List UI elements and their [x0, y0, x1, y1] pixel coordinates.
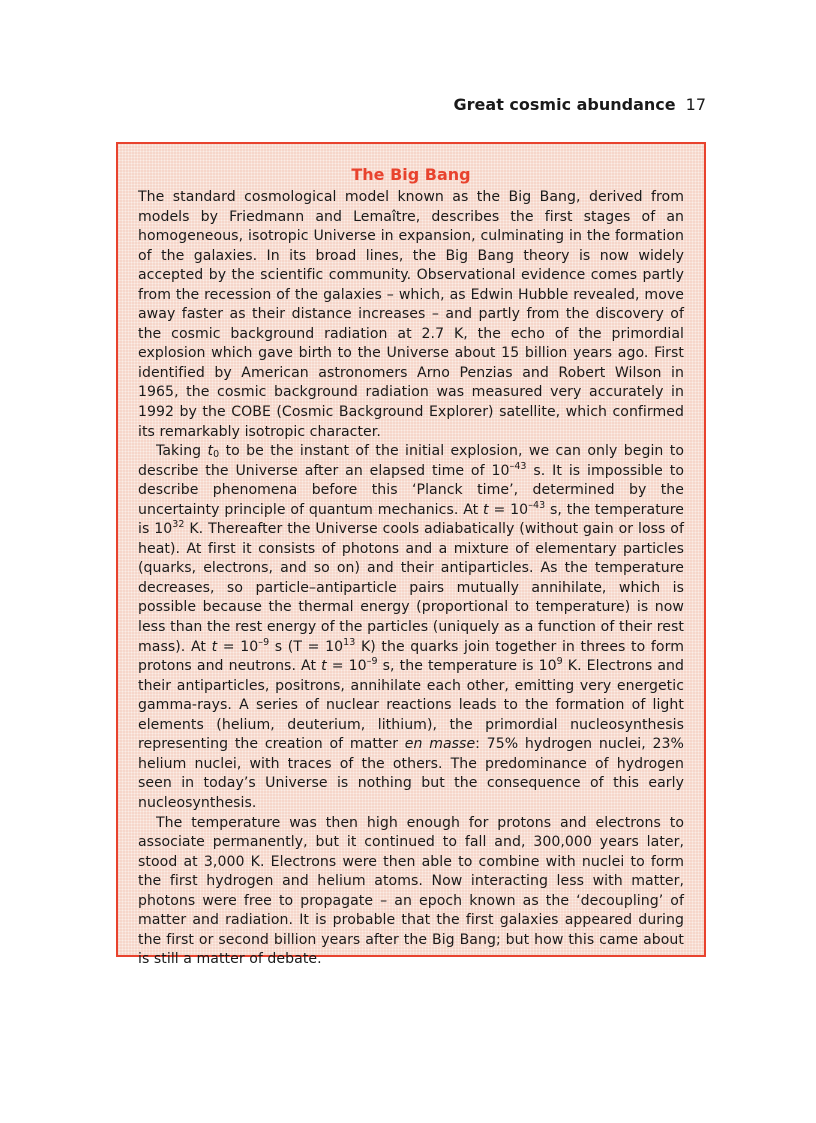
paragraph-2: Taking $t_0$ to be the instant of the initial explosion, we can only begin to describe the Universe after an elapsed time of $10^{-43}$ s. It is impossible to describe phenomena before this ‘Planck time’, determined by the uncertainty principle of quantum mechanics. At $t = 10^{-43}$ s, the temperature is $10^{32}$ K. Thereafter the Universe cools adiabatically (without gain or loss of heat). At first it consists of photons and a mixture of elementary particles (quarks, electrons, and so on) and their antiparticles. As the temperature decreases, so particle–antiparticle pairs mutually annihilate, which is possible because the thermal energy (proportional to temperature) is now less than the rest energy of the particles (uniquely as a function of their rest mass). At $t = 10^{-9}$ s ($T = 10^{13}$ K) the quarks join together in threes to form protons and neutrons. At $t = 10^{-9}$ s, the temperature is $10^9$ K. Electrons and their antiparticles, positrons, annihilate each other, emitting very energetic gamma-rays. A series of nuclear reactions leads to the formation of light elements (helium, deuterium, lithium), the primordial nucleosynthesis representing the creation of matter en masse: 75% hydrogen nuclei, 23% helium nuclei, with traces of the others. The predominance of hydrogen seen in today’s Universe is nothing but the consequence of this early nucleosynthesis.	[138, 443, 685, 811]
box-title: The Big Bang	[351, 165, 471, 184]
sidebar-box-big-bang	[116, 142, 706, 968]
paragraph-3: The temperature was then high enough for protons and electrons to associate permanently, but it continued to fall and, 300,000 years later, stood at 3,000 K. Electrons were then able to combine with nuclei to form the first hydrogen and helium atoms. Now interacting less with matter, photons were free to propagate – an epoch known as the ‘decoupling’ of matter and radiation. It is probable that the first galaxies appeared during the first or second billion years after the Big Bang; but how this came about is still a matter of debate.	[138, 814, 684, 968]
running-header-title: Great cosmic abundance	[453, 95, 676, 114]
running-header	[454, 95, 706, 115]
paragraph-1: The standard cosmological model known as the Big Bang, derived from models by Friedmann and Lemaître, describes the first stages of an homogeneous, isotropic Universe in expansion, culminating in the formation of the galaxies. In its broad lines, the Big Bang theory is now widely accepted by the scientific community. Observational evidence comes partly from the recession of the galaxies – which, as Edwin Hubble revealed, move away faster as their distance increases – and partly from the discovery of the cosmic background radiation at 2.7 K, the echo of the primordial explosion which gave birth to the Universe about 15 billion years ago. First identified by American astronomers Arno Penzias and Robert Wilson in 1965, the cosmic background radiation was measured very accurately in 1992 by the COBE (Cosmic Background Explorer) satellite, which confirmed its remarkably isotropic character.	[138, 189, 684, 440]
page-number: 17	[685, 95, 706, 114]
